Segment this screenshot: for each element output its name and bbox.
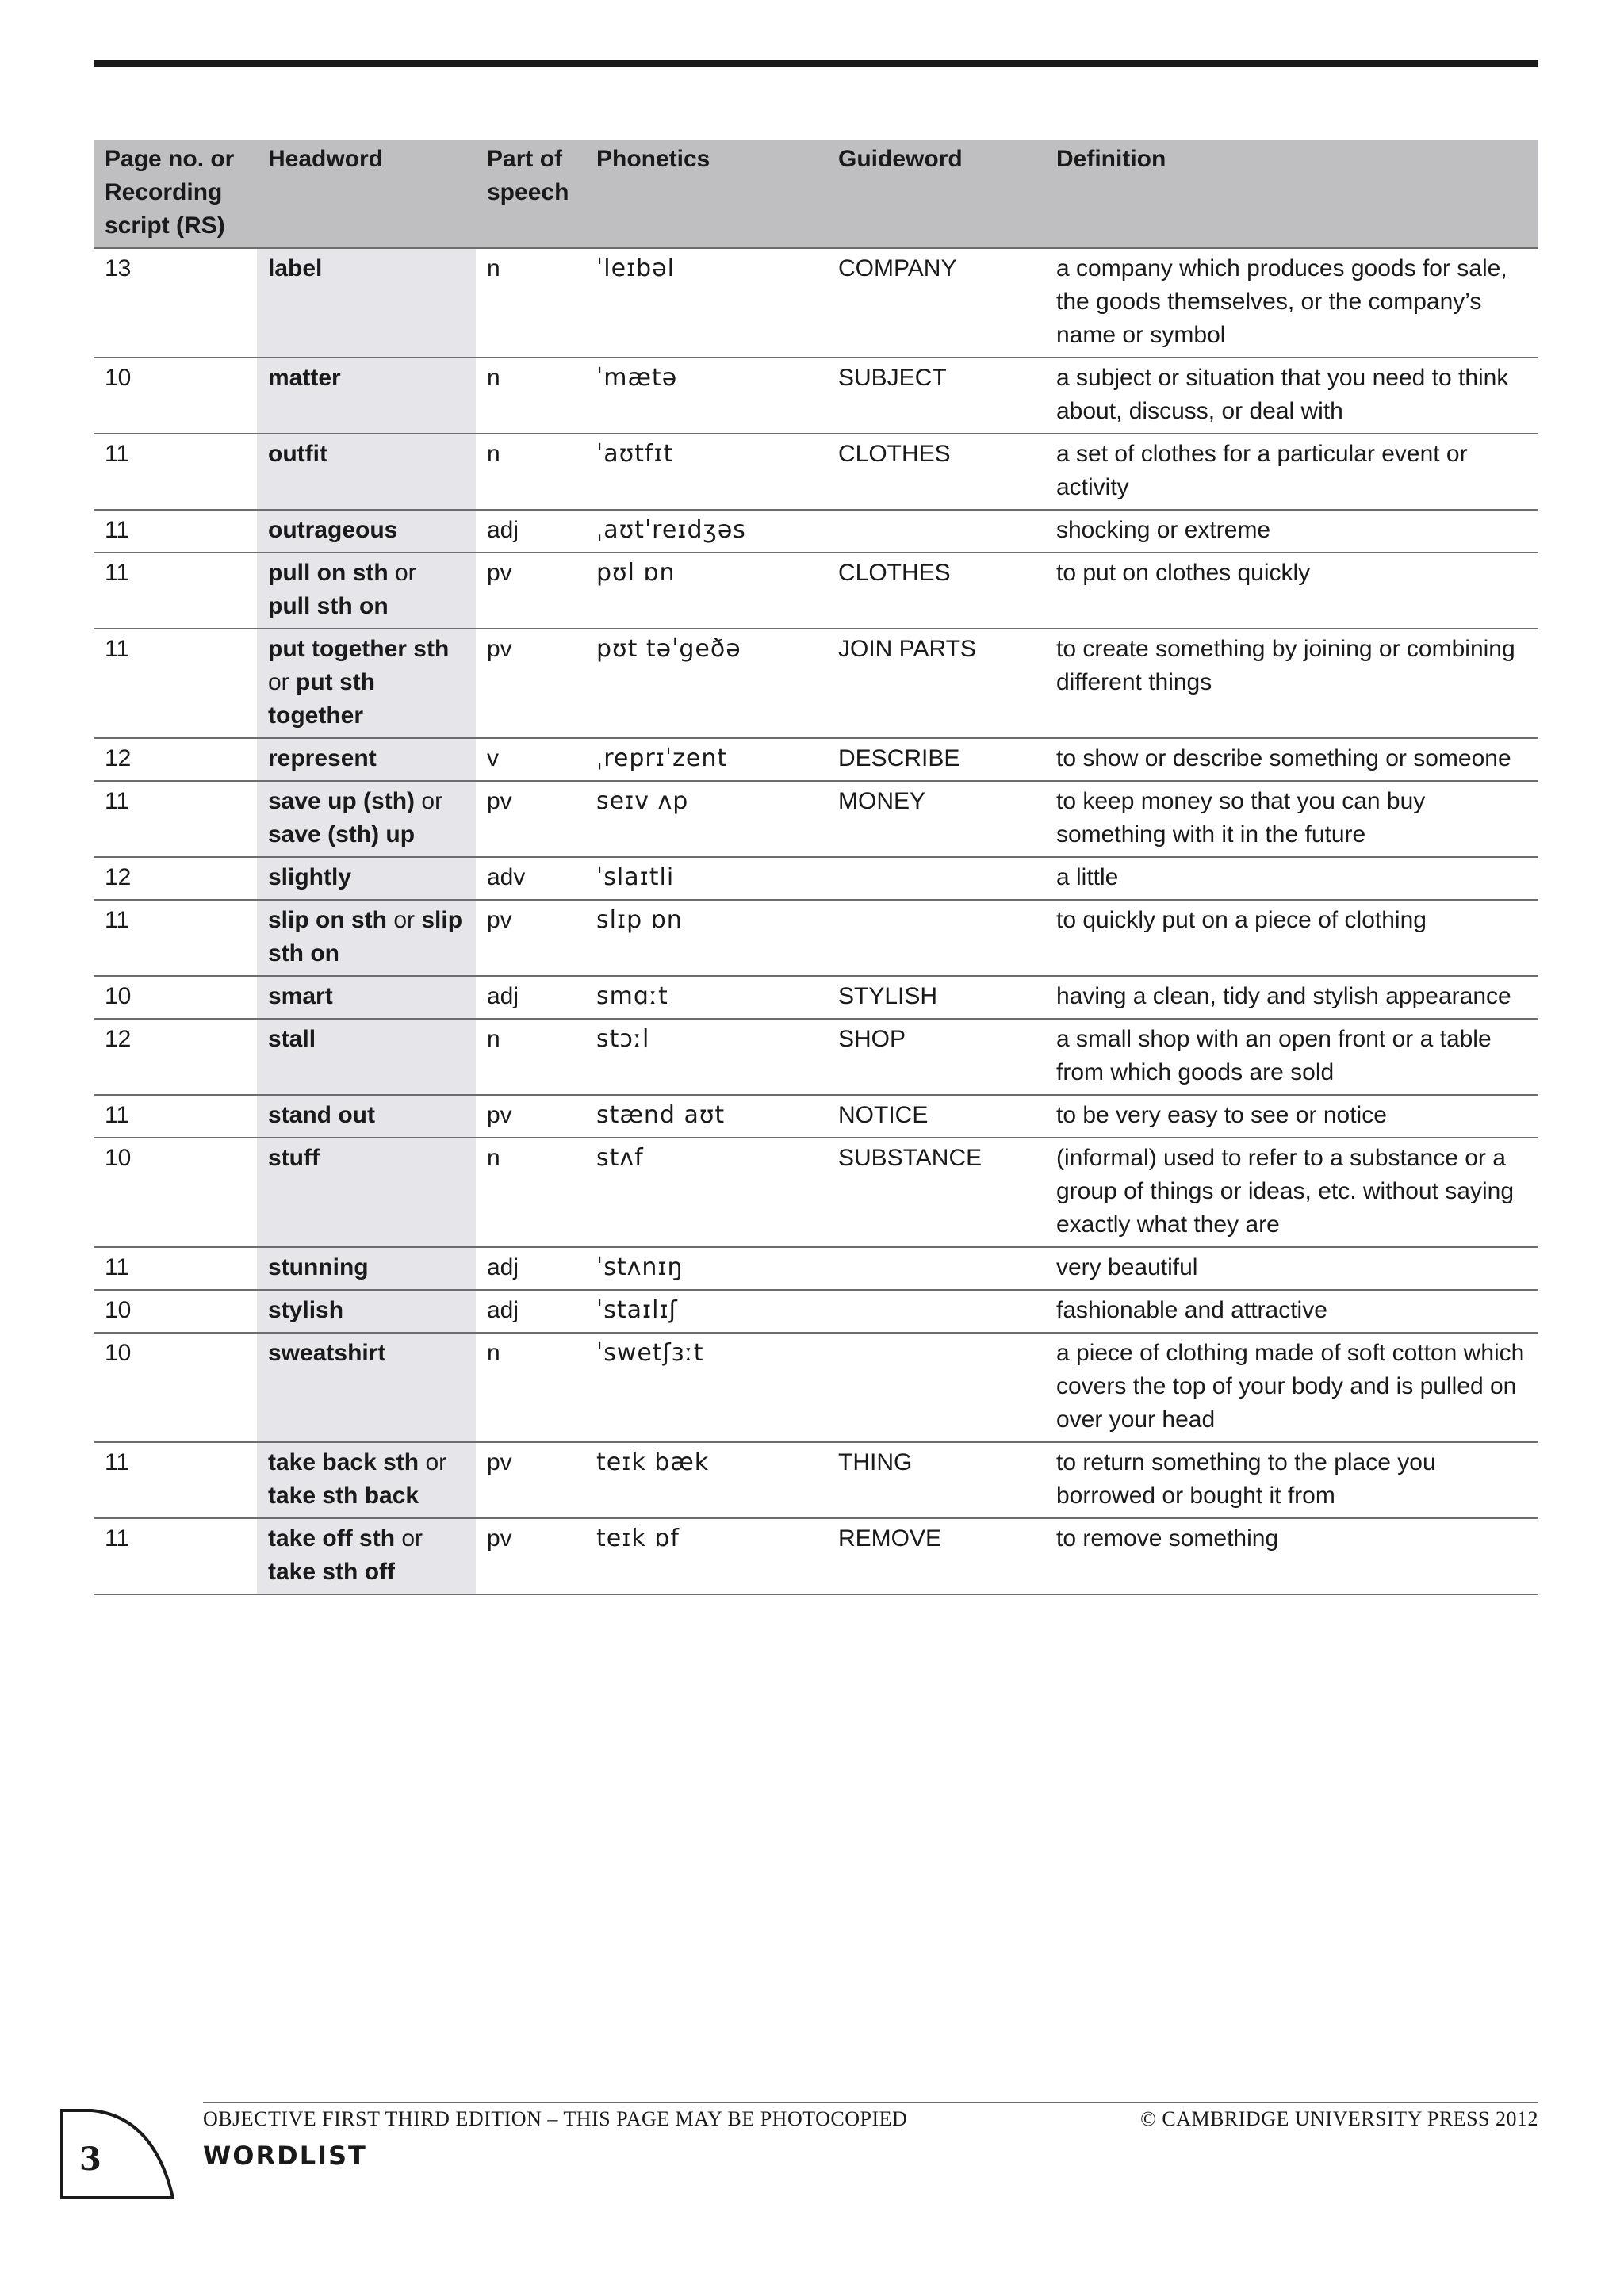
- cell-phonetics: ˈleɪbəl: [585, 248, 827, 358]
- cell-headword: [257, 358, 476, 434]
- cell-headword: [257, 976, 476, 1019]
- cell-guideword: COMPANY: [827, 248, 1045, 358]
- cell-page: 10: [94, 976, 257, 1019]
- cell-phonetics: ˌaʊtˈreɪdʒəs: [585, 510, 827, 553]
- cell-page: 12: [94, 738, 257, 781]
- cell-definition: (informal) used to refer to a substance or a group of things or ideas, etc. without saying exactly what they are: [1045, 1138, 1538, 1247]
- cell-headword: [257, 1442, 476, 1518]
- table-row: [94, 434, 1538, 510]
- cell-phonetics: ˈmætə: [585, 358, 827, 434]
- table-row: [94, 1442, 1538, 1518]
- cell-guideword: DESCRIBE: [827, 738, 1045, 781]
- header-guideword: Guideword: [827, 140, 1045, 248]
- headword-primary: matter: [268, 365, 341, 391]
- cell-phonetics: ˌreprɪˈzent: [585, 738, 827, 781]
- cell-page: 13: [94, 248, 257, 358]
- cell-phonetics: slɪp ɒn: [585, 900, 827, 976]
- cell-guideword: [827, 1333, 1045, 1442]
- cell-phonetics: stænd aʊt: [585, 1095, 827, 1138]
- headword-or: or: [393, 907, 416, 933]
- cell-guideword: [827, 1247, 1045, 1290]
- page-number: 3: [79, 2141, 102, 2178]
- cell-definition: very beautiful: [1045, 1247, 1538, 1290]
- header-headword: Headword: [257, 140, 476, 248]
- header-part-of-speech: Part of speech: [476, 140, 585, 248]
- cell-definition: to keep money so that you can buy something with it in the future: [1045, 781, 1538, 857]
- cell-definition: a company which produces goods for sale, the goods themselves, or the company’s name or symbol: [1045, 248, 1538, 358]
- cell-headword: [257, 553, 476, 629]
- header-row: [94, 140, 1538, 248]
- headword-alternate: put sth together: [268, 669, 376, 729]
- cell-page: 11: [94, 434, 257, 510]
- cell-phonetics: pʊl ɒn: [585, 553, 827, 629]
- cell-phonetics: teɪk bæk: [585, 1442, 827, 1518]
- cell-headword: [257, 1333, 476, 1442]
- cell-definition: to put on clothes quickly: [1045, 553, 1538, 629]
- cell-page: 11: [94, 553, 257, 629]
- headword-primary: stunning: [268, 1254, 369, 1280]
- table-row: [94, 781, 1538, 857]
- headword-alternate: slip sth on: [268, 907, 463, 966]
- footer-copyright-notice: OBJECTIVE FIRST THIRD EDITION – THIS PAGE MAY BE PHOTOCOPIED: [203, 2107, 908, 2130]
- cell-guideword: SHOP: [827, 1019, 1045, 1095]
- cell-part-of-speech: pv: [476, 1095, 585, 1138]
- cell-definition: a subject or situation that you need to think about, discuss, or deal with: [1045, 358, 1538, 434]
- table-row: [94, 1019, 1538, 1095]
- cell-guideword: CLOTHES: [827, 434, 1045, 510]
- headword-primary: outrageous: [268, 517, 398, 543]
- headword-or: or: [268, 669, 289, 695]
- headword-primary: stand out: [268, 1102, 375, 1128]
- cell-headword: [257, 738, 476, 781]
- headword-alternate: pull sth on: [268, 593, 389, 619]
- cell-headword: [257, 434, 476, 510]
- cell-headword: [257, 510, 476, 553]
- cell-definition: a small shop with an open front or a table from which goods are sold: [1045, 1019, 1538, 1095]
- cell-headword: [257, 1518, 476, 1594]
- cell-page: 11: [94, 1442, 257, 1518]
- headword-or: or: [401, 1525, 423, 1552]
- cell-part-of-speech: pv: [476, 1518, 585, 1594]
- table-row: [94, 1247, 1538, 1290]
- cell-part-of-speech: n: [476, 434, 585, 510]
- cell-definition: to return something to the place you borrowed or bought it from: [1045, 1442, 1538, 1518]
- headword-primary: take back sth: [268, 1449, 419, 1475]
- table-row: [94, 248, 1538, 358]
- table-row: [94, 1333, 1538, 1442]
- cell-definition: to show or describe something or someone: [1045, 738, 1538, 781]
- cell-definition: a piece of clothing made of soft cotton which covers the top of your body and is pulled on over your head: [1045, 1333, 1538, 1442]
- headword-primary: save up (sth): [268, 788, 416, 814]
- cell-guideword: MONEY: [827, 781, 1045, 857]
- cell-guideword: [827, 900, 1045, 976]
- cell-headword: [257, 1247, 476, 1290]
- cell-part-of-speech: pv: [476, 629, 585, 738]
- cell-guideword: SUBSTANCE: [827, 1138, 1045, 1247]
- cell-guideword: THING: [827, 1442, 1045, 1518]
- cell-phonetics: ˈstaɪlɪʃ: [585, 1290, 827, 1333]
- cell-definition: having a clean, tidy and stylish appearance: [1045, 976, 1538, 1019]
- headword-primary: sweatshirt: [268, 1340, 386, 1366]
- headword-alternate: take sth back: [268, 1483, 419, 1509]
- cell-guideword: STYLISH: [827, 976, 1045, 1019]
- table-row: [94, 629, 1538, 738]
- cell-headword: [257, 1138, 476, 1247]
- cell-headword: [257, 1095, 476, 1138]
- headword-primary: stall: [268, 1026, 316, 1052]
- headword-primary: take off sth: [268, 1525, 396, 1552]
- table-row: [94, 1518, 1538, 1594]
- table-row: [94, 510, 1538, 553]
- cell-definition: a set of clothes for a particular event or activity: [1045, 434, 1538, 510]
- cell-page: 11: [94, 1095, 257, 1138]
- table-row: [94, 1095, 1538, 1138]
- cell-part-of-speech: n: [476, 1019, 585, 1095]
- cell-definition: a little: [1045, 857, 1538, 900]
- cell-part-of-speech: n: [476, 358, 585, 434]
- cell-page: 10: [94, 1138, 257, 1247]
- cell-headword: [257, 1019, 476, 1095]
- cell-guideword: [827, 510, 1045, 553]
- table-body: [94, 248, 1538, 1594]
- cell-part-of-speech: adj: [476, 510, 585, 553]
- headword-or: or: [421, 788, 443, 814]
- headword-or: or: [425, 1449, 447, 1475]
- cell-phonetics: ˈswetʃɜːt: [585, 1333, 827, 1442]
- cell-headword: [257, 248, 476, 358]
- cell-guideword: NOTICE: [827, 1095, 1045, 1138]
- cell-phonetics: seɪv ʌp: [585, 781, 827, 857]
- cell-phonetics: pʊt təˈgeðə: [585, 629, 827, 738]
- footer-rule: [203, 2102, 1538, 2103]
- cell-part-of-speech: adv: [476, 857, 585, 900]
- cell-phonetics: ˈslaɪtli: [585, 857, 827, 900]
- table-row: [94, 1290, 1538, 1333]
- cell-phonetics: stɔːl: [585, 1019, 827, 1095]
- headword-primary: slightly: [268, 864, 352, 890]
- cell-part-of-speech: adj: [476, 1247, 585, 1290]
- cell-page: 12: [94, 1019, 257, 1095]
- top-rule: [94, 60, 1538, 67]
- cell-headword: [257, 629, 476, 738]
- cell-guideword: CLOTHES: [827, 553, 1045, 629]
- cell-guideword: JOIN PARTS: [827, 629, 1045, 738]
- cell-phonetics: stʌf: [585, 1138, 827, 1247]
- cell-part-of-speech: adj: [476, 1290, 585, 1333]
- page-tab-icon: [60, 2109, 174, 2199]
- cell-definition: to remove something: [1045, 1518, 1538, 1594]
- table-row: [94, 553, 1538, 629]
- table-row: [94, 358, 1538, 434]
- cell-definition: to be very easy to see or notice: [1045, 1095, 1538, 1138]
- headword-primary: label: [268, 255, 323, 281]
- cell-part-of-speech: pv: [476, 1442, 585, 1518]
- header-page: Page no. or Recording script (RS): [94, 140, 257, 248]
- cell-part-of-speech: pv: [476, 781, 585, 857]
- table-row: [94, 857, 1538, 900]
- headword-primary: stuff: [268, 1145, 320, 1171]
- table-row: [94, 1138, 1538, 1247]
- cell-headword: [257, 900, 476, 976]
- cell-definition: to quickly put on a piece of clothing: [1045, 900, 1538, 976]
- headword-primary: put together sth: [268, 636, 450, 662]
- headword-primary: slip on sth: [268, 907, 387, 933]
- cell-page: 10: [94, 1333, 257, 1442]
- headword-primary: represent: [268, 745, 377, 771]
- header-phonetics: Phonetics: [585, 140, 827, 248]
- cell-page: 11: [94, 629, 257, 738]
- cell-phonetics: ˈaʊtfɪt: [585, 434, 827, 510]
- cell-definition: fashionable and attractive: [1045, 1290, 1538, 1333]
- section-title: WORDLIST: [203, 2141, 367, 2171]
- table-row: [94, 900, 1538, 976]
- cell-page: 11: [94, 1247, 257, 1290]
- headword-primary: stylish: [268, 1297, 344, 1323]
- cell-part-of-speech: n: [476, 1138, 585, 1247]
- header-definition: Definition: [1045, 140, 1538, 248]
- cell-part-of-speech: v: [476, 738, 585, 781]
- cell-headword: [257, 1290, 476, 1333]
- cell-page: 10: [94, 1290, 257, 1333]
- cell-page: 11: [94, 1518, 257, 1594]
- footer-publisher: © CAMBRIDGE UNIVERSITY PRESS 2012: [1140, 2107, 1538, 2130]
- cell-part-of-speech: adj: [476, 976, 585, 1019]
- cell-headword: [257, 781, 476, 857]
- cell-headword: [257, 857, 476, 900]
- headword-or: or: [394, 560, 416, 586]
- wordlist-table: [94, 140, 1538, 1595]
- cell-page: 10: [94, 358, 257, 434]
- headword-primary: pull on sth: [268, 560, 389, 586]
- cell-page: 11: [94, 900, 257, 976]
- table-row: [94, 738, 1538, 781]
- cell-part-of-speech: pv: [476, 553, 585, 629]
- cell-guideword: [827, 857, 1045, 900]
- cell-part-of-speech: pv: [476, 900, 585, 976]
- cell-definition: shocking or extreme: [1045, 510, 1538, 553]
- cell-phonetics: smɑːt: [585, 976, 827, 1019]
- cell-guideword: REMOVE: [827, 1518, 1045, 1594]
- cell-phonetics: teɪk ɒf: [585, 1518, 827, 1594]
- cell-page: 12: [94, 857, 257, 900]
- headword-alternate: take sth off: [268, 1559, 396, 1585]
- cell-phonetics: ˈstʌnɪŋ: [585, 1247, 827, 1290]
- cell-page: 11: [94, 510, 257, 553]
- headword-primary: smart: [268, 983, 333, 1009]
- cell-page: 11: [94, 781, 257, 857]
- headword-primary: outfit: [268, 441, 327, 467]
- cell-part-of-speech: n: [476, 1333, 585, 1442]
- cell-guideword: [827, 1290, 1045, 1333]
- cell-part-of-speech: n: [476, 248, 585, 358]
- table-row: [94, 976, 1538, 1019]
- headword-alternate: save (sth) up: [268, 821, 416, 848]
- cell-guideword: SUBJECT: [827, 358, 1045, 434]
- cell-definition: to create something by joining or combining different things: [1045, 629, 1538, 738]
